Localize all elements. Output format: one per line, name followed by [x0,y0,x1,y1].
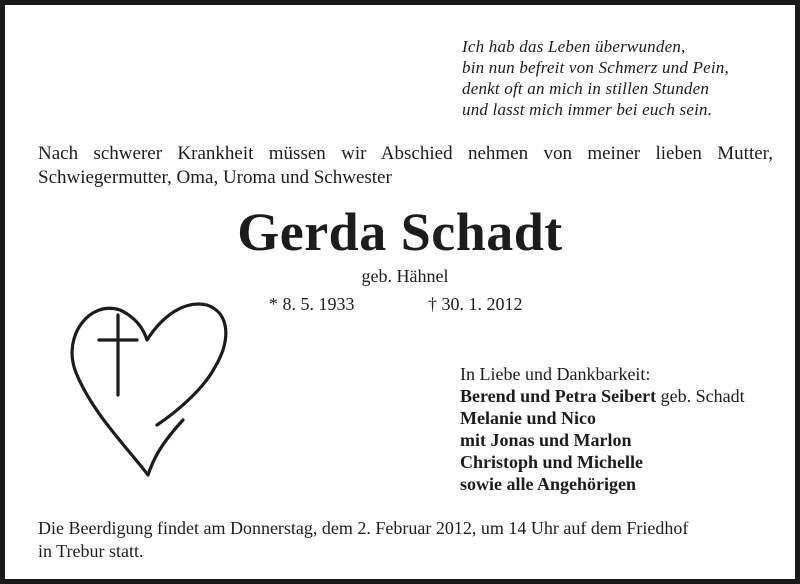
mourner-maiden-suffix: geb. Schadt [656,386,745,406]
announcement-text [38,142,773,190]
announcement-line: Schwiegermutter, Oma, Uroma und Schwester [38,167,392,188]
heart-with-cross-icon [65,295,235,485]
maiden-name: geb. Hähnel [361,266,449,286]
announcement-line: Nach schwerer Krankheit müssen wir Abschied nehmen von meiner lieben Mutter, [38,143,773,164]
mourners-list [460,363,780,495]
poem-line: und lasst mich immer bei euch sein. [462,100,713,119]
poem-line: Ich hab das Leben überwunden, [462,37,686,56]
mourner-entry: Christoph und Michelle [460,452,644,472]
death-date: † 30. 1. 2012 [428,294,523,314]
poem-line: bin nun befreit von Schmerz und Pein, [462,58,729,77]
mourner-names: Berend und Petra Seibert [460,386,657,406]
birth-date: * 8. 5. 1933 [269,294,355,314]
funeral-line: in Trebur statt. [38,541,144,561]
deceased-name: Gerda Schadt [237,202,563,262]
memorial-poem [462,36,782,120]
mourner-entry: mit Jonas und Marlon [460,430,632,450]
mourner-entry [460,385,780,407]
mourners-heading: In Liebe und Dankbarkeit: [460,364,651,384]
funeral-details [38,517,773,563]
mourner-entry: Melanie und Nico [460,408,597,428]
mourner-entry: sowie alle Angehörigen [460,474,636,494]
poem-line: denkt oft an mich in stillen Stunden [462,79,710,98]
funeral-line: Die Beerdigung findet am Donnerstag, dem 2. Februar 2012, um 14 Uhr auf dem Friedhof [38,518,689,538]
